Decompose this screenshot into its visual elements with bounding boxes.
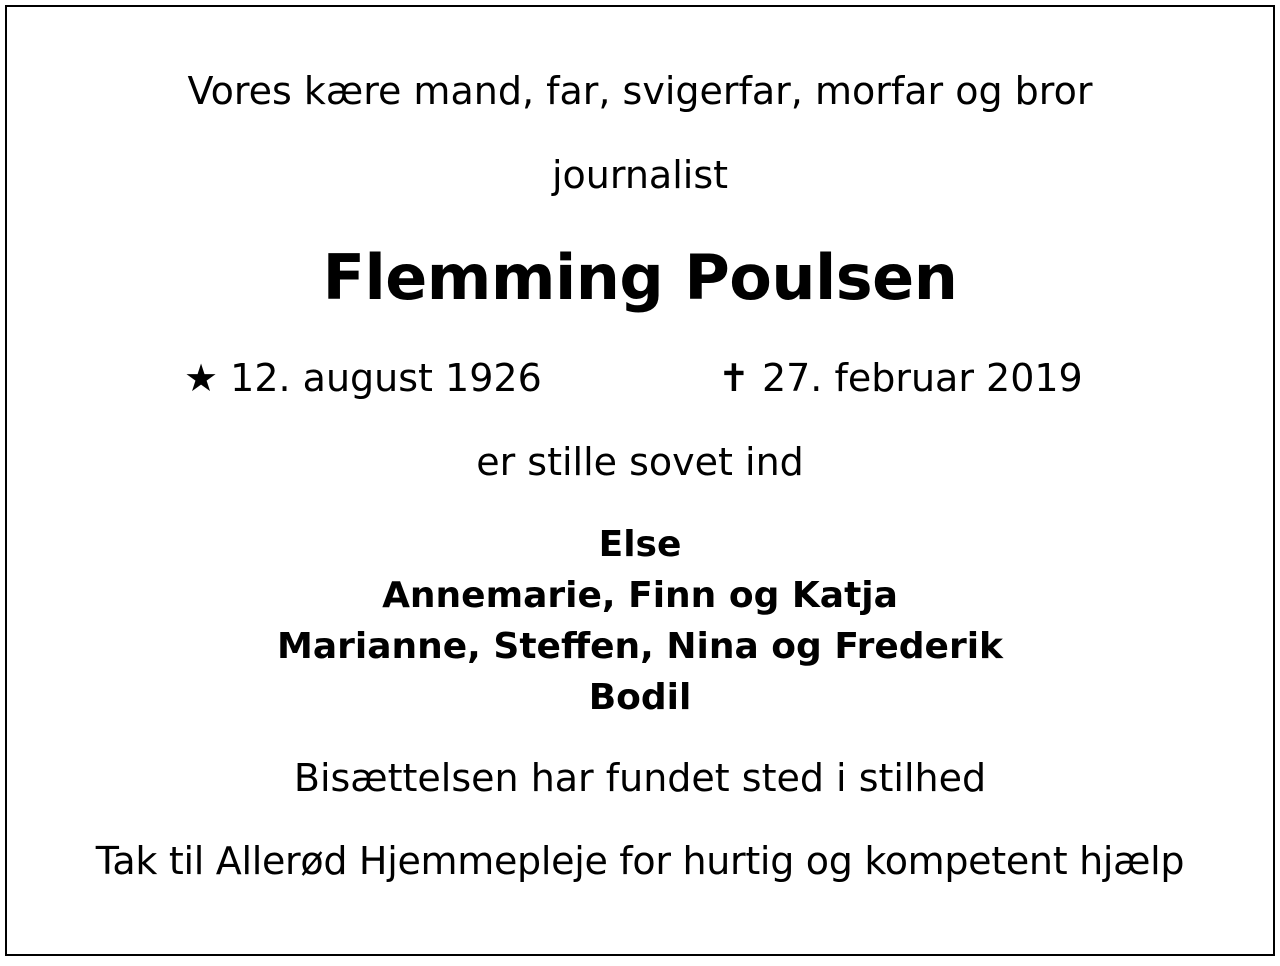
- family-line: Else: [598, 524, 682, 565]
- thanks-text: Tak til Allerød Hjemmepleje for hurtig og kompetent hjælp: [95, 839, 1185, 883]
- death-date-text: 27. februar 2019: [761, 356, 1083, 400]
- family-line: Bodil: [588, 677, 692, 718]
- birth-date: [184, 356, 542, 400]
- family-line: Marianne, Steffen, Nina og Frederik: [277, 626, 1003, 667]
- birth-date-text: 12. august 1926: [230, 356, 542, 400]
- funeral-text: Bisættelsen har fundet sted i stilhed: [293, 756, 987, 800]
- family-line: Annemarie, Finn og Katja: [382, 575, 898, 616]
- passed-text: er stille sovet ind: [476, 440, 804, 484]
- cross-icon: ✝: [718, 356, 750, 400]
- death-date: [718, 356, 1083, 400]
- star-icon: ★: [184, 356, 219, 400]
- family-names: [0, 524, 1280, 728]
- occupation-text: journalist: [551, 153, 729, 197]
- deceased-name: Flemming Poulsen: [322, 241, 958, 314]
- intro-text: Vores kære mand, far, svigerfar, morfar og bror: [187, 69, 1093, 113]
